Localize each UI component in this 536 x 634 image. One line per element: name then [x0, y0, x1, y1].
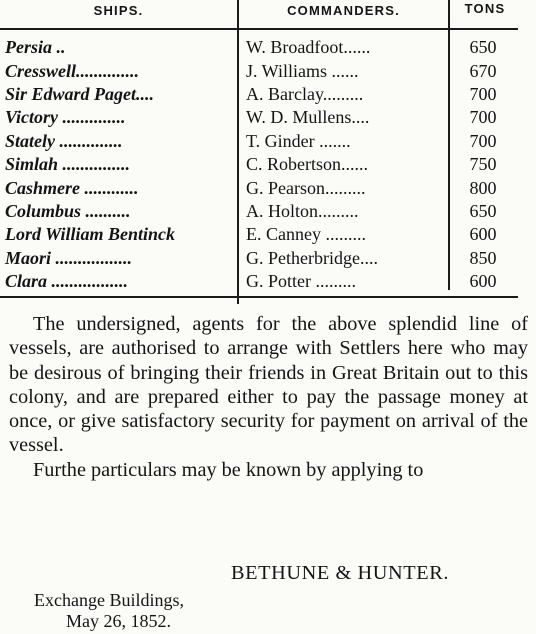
- address-block: [34, 590, 294, 632]
- commander-name: W. Broadfoot......: [246, 37, 371, 58]
- commander-name: J. Williams ......: [246, 60, 359, 81]
- table-row: [0, 176, 536, 199]
- tonnage: 600: [469, 224, 497, 245]
- ship-name: Clara .................: [5, 271, 129, 292]
- table-row: [0, 59, 536, 82]
- ship-name: Persia ..: [5, 37, 66, 58]
- table-row: [0, 247, 536, 270]
- commander-name: G. Pearson.........: [246, 177, 366, 198]
- ship-name: Cashmere ............: [5, 177, 139, 198]
- header-commanders: COMMANDERS.: [287, 3, 400, 18]
- notice-paragraph: [9, 458, 528, 482]
- commander-name: G. Potter .........: [246, 271, 356, 292]
- ship-name: Stately ..............: [5, 130, 123, 151]
- tonnage: 800: [469, 177, 497, 198]
- commander-name: E. Canney .........: [246, 224, 366, 245]
- ship-name: Maori .................: [5, 247, 133, 268]
- commander-name: C. Robertson......: [246, 154, 369, 175]
- table-row: [0, 130, 536, 153]
- notice-paragraph-text: The undersigned, agents for the above splendid line of vessels, are authorised to arrange with Settlers here who may be desirous of bringing their friends in Great Britain out to this colony, and are prepared either to pay the passage money at once, or give satisfactory security for payment on arrival of the vessel.: [9, 313, 528, 457]
- commander-name: A. Barclay.........: [246, 83, 364, 104]
- notice-paragraph-text: Furthe particulars may be known by applying to: [33, 458, 424, 481]
- tonnage: 650: [469, 37, 497, 58]
- ship-name: Columbus ..........: [5, 200, 131, 221]
- ship-name: Victory ..............: [5, 107, 126, 128]
- commander-name: W. D. Mullens....: [246, 107, 370, 128]
- tonnage: 750: [469, 154, 497, 175]
- table-row: [0, 153, 536, 176]
- agent-signature: BETHUNE & HUNTER.: [231, 562, 450, 584]
- ships-table: [0, 0, 536, 304]
- notice-body: [0, 312, 536, 482]
- ship-name: Cresswell..............: [5, 60, 140, 81]
- table-body: [0, 36, 536, 293]
- tonnage: 600: [469, 271, 497, 292]
- footer-rule: [0, 296, 518, 298]
- header-tons: TONS: [464, 1, 506, 16]
- tonnage: 850: [469, 247, 497, 268]
- table-row: [0, 270, 536, 293]
- tonnage: 700: [469, 83, 497, 104]
- tonnage: 700: [469, 107, 497, 128]
- commander-name: T. Ginder .......: [246, 130, 351, 151]
- commander-name: G. Petherbridge....: [246, 247, 378, 268]
- header-rule: [0, 28, 518, 30]
- ship-name: Sir Edward Paget....: [5, 83, 155, 104]
- ship-name: Simlah ...............: [5, 154, 131, 175]
- notice-paragraph: [9, 312, 528, 458]
- tonnage: 700: [469, 130, 497, 151]
- tonnage: 670: [469, 60, 497, 81]
- table-row: [0, 106, 536, 129]
- tonnage: 650: [469, 200, 497, 221]
- table-row: [0, 83, 536, 106]
- header-ships: SHIPS.: [93, 3, 144, 18]
- commander-name: A. Holton.........: [246, 200, 359, 221]
- notice-date: May 26, 1852.: [66, 611, 171, 631]
- ship-name: Lord William Bentinck: [5, 224, 176, 245]
- table-row: [0, 200, 536, 223]
- address-line: Exchange Buildings,: [34, 590, 184, 610]
- table-row: [0, 36, 536, 59]
- table-row: [0, 223, 536, 246]
